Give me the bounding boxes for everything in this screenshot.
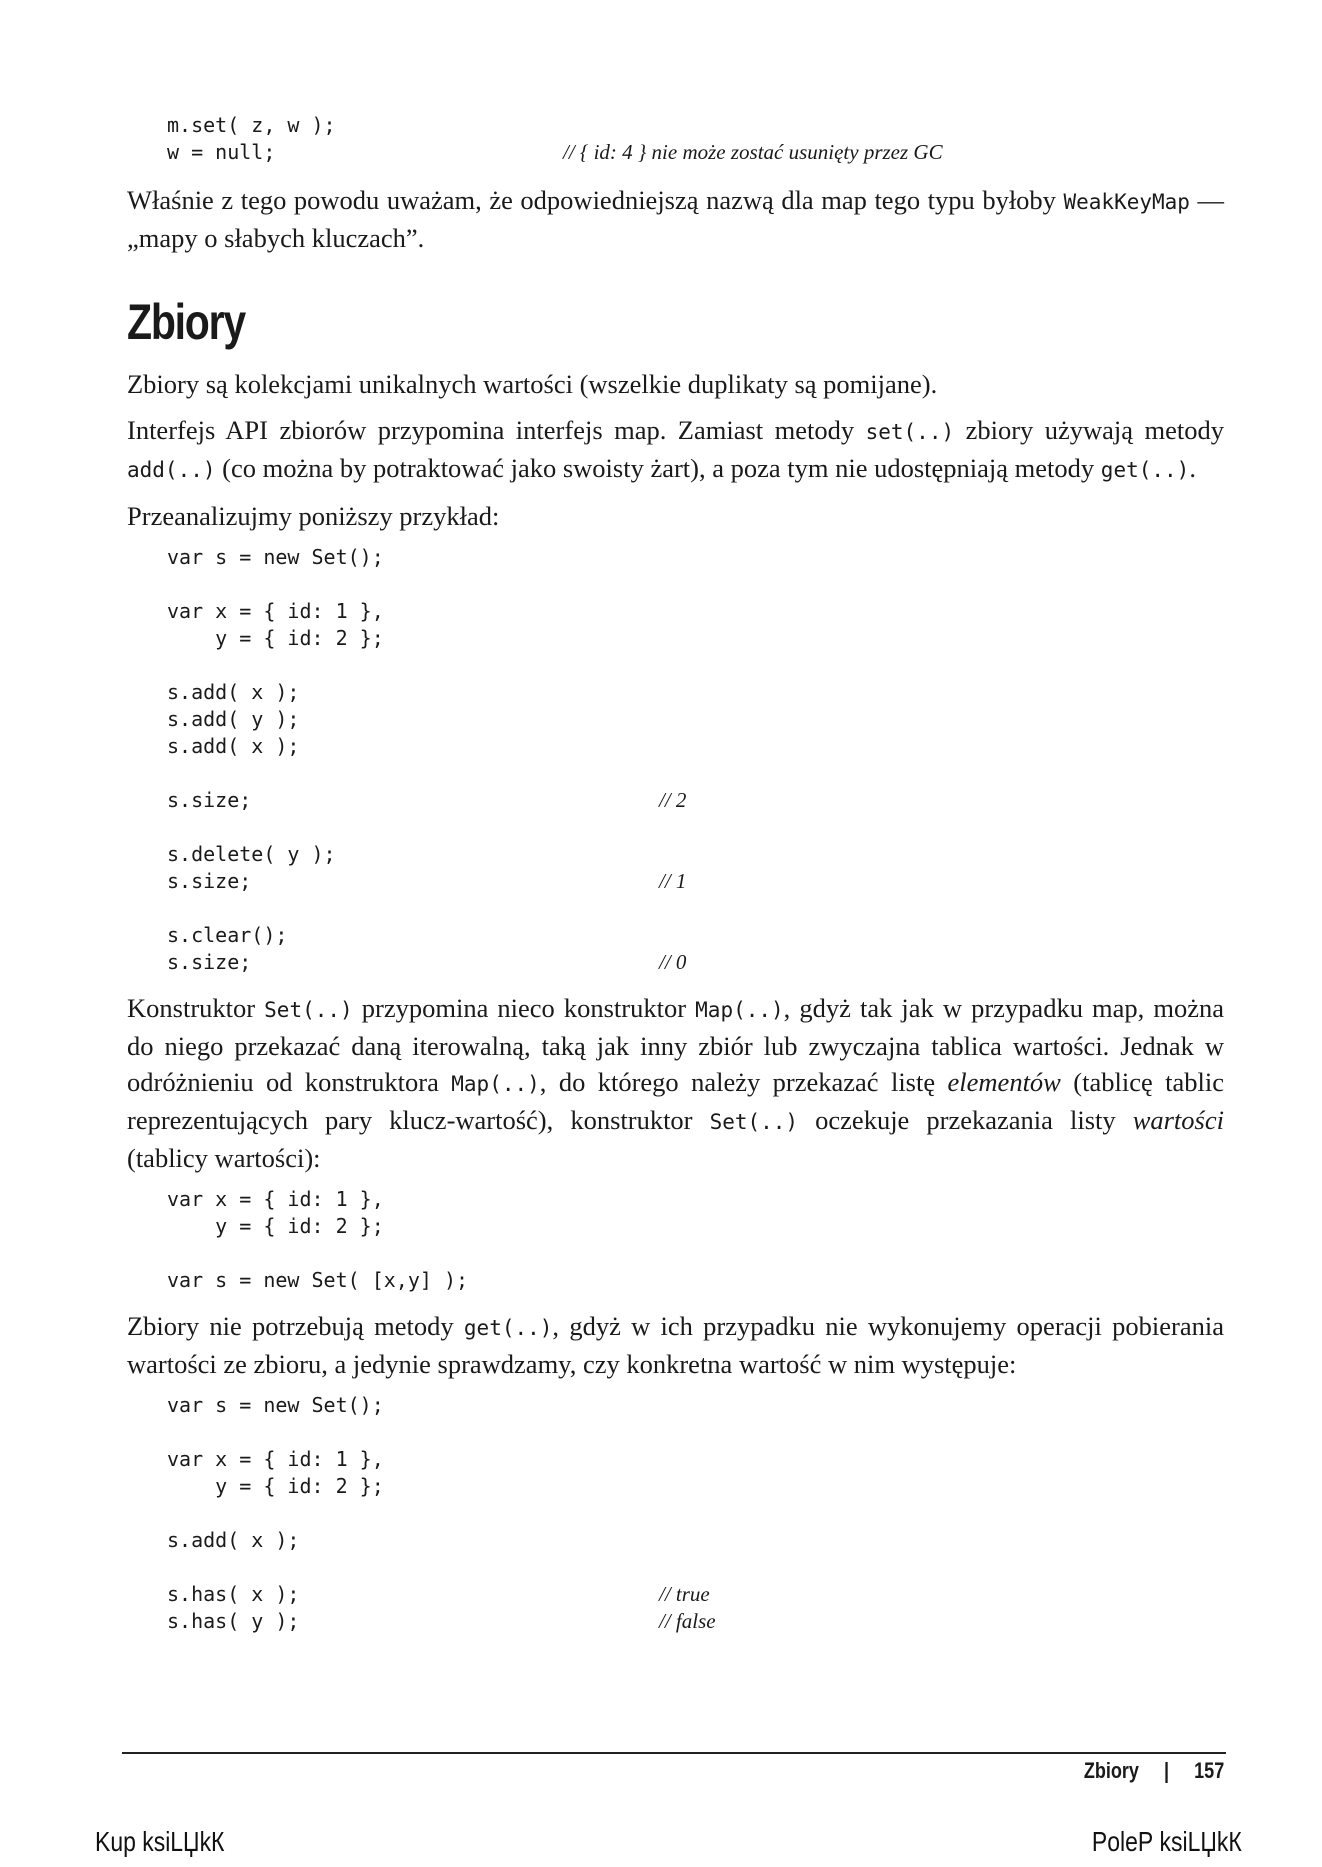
page-content xyxy=(127,112,1224,1635)
code-text: var x = { id: 1 }, xyxy=(167,599,384,623)
text-span: zbiory używają metody xyxy=(954,415,1224,445)
code-text: s.size; xyxy=(167,869,252,893)
page-footer xyxy=(1084,1758,1224,1784)
code-block-set-constructor xyxy=(127,1186,1224,1294)
text-span: (tablicę tablic reprezentujących pary klucz-wartość), konstruktor xyxy=(127,1067,1224,1135)
footer-separator: | xyxy=(1163,1758,1169,1783)
text-span: Właśnie z tego powodu uważam, że odpowiedniejszą nazwą dla map tego typu byłoby xyxy=(127,185,1064,215)
code-text: s.add( y ); xyxy=(167,707,300,731)
inline-code: get(..) xyxy=(1100,458,1190,482)
text-span: Interfejs API zbiorów przypomina interfejs map. Zamiast metody xyxy=(127,415,866,445)
code-comment: // { id: 4 } nie może zostać usunięty przez GC xyxy=(563,140,943,164)
code-line xyxy=(167,922,1224,949)
section-heading: Zbiory xyxy=(127,294,245,350)
code-line xyxy=(167,949,1224,976)
code-line xyxy=(167,1608,1224,1635)
recommend-book-link[interactable]: PoleР ksiLЏkК xyxy=(1092,1826,1242,1857)
code-text: s.add( x ); xyxy=(167,734,300,758)
code-text: s.size; xyxy=(167,788,252,812)
code-text: var x = { id: 1 }, xyxy=(167,1187,384,1211)
text-span: , gdyż tak jak w przypadku map, można do niego przekazać daną iterowalną, taką jak inny zbiór lub zwyczajna tablica wartości. Jednak w odróżnieniu od konstruktora xyxy=(127,993,1224,1097)
paragraph-weakkeymap xyxy=(127,182,1224,256)
text-span: — „mapy o słabych kluczach”. xyxy=(127,185,1225,253)
code-block-set-example xyxy=(127,544,1224,976)
code-block-set-has xyxy=(127,1392,1224,1635)
code-line xyxy=(167,868,1224,895)
code-comment: // true xyxy=(659,1582,710,1606)
paragraph-api xyxy=(127,412,1224,488)
inline-code: get(..) xyxy=(463,1316,553,1340)
text-span: Zbiory nie potrzebują metody xyxy=(127,1311,464,1341)
inline-code: Set(..) xyxy=(264,998,353,1022)
code-line xyxy=(167,1392,1224,1419)
code-line xyxy=(167,787,1224,814)
text-span: , do którego należy przekazać listę xyxy=(539,1067,948,1097)
footer-section-title: Zbiory xyxy=(1083,1758,1139,1783)
code-text: s.add( x ); xyxy=(167,1528,300,1552)
inline-code: Set(..) xyxy=(709,1110,799,1134)
code-line xyxy=(167,1419,1224,1446)
code-line xyxy=(167,814,1224,841)
code-comment: // 1 xyxy=(659,869,687,893)
code-line xyxy=(167,1446,1224,1473)
code-text: s.size; xyxy=(167,950,252,974)
code-text: s.has( x ); xyxy=(167,1582,300,1606)
code-line xyxy=(167,139,1224,166)
code-text: var s = new Set(); xyxy=(167,1393,384,1417)
paragraph-get xyxy=(127,1308,1224,1382)
paragraph-intro: Zbiory są kolekcjami unikalnych wartości (wszelkie duplikaty są pomijane). xyxy=(127,369,938,399)
code-line xyxy=(167,1473,1224,1500)
text-span: Konstruktor xyxy=(127,993,265,1023)
code-line xyxy=(167,1186,1224,1213)
code-line xyxy=(167,1500,1224,1527)
code-line xyxy=(167,841,1224,868)
code-line xyxy=(167,1554,1224,1581)
code-line xyxy=(167,706,1224,733)
code-text: m.set( z, w ); xyxy=(167,113,336,137)
code-text: y = { id: 2 }; xyxy=(167,626,384,650)
code-text: s.delete( y ); xyxy=(167,842,336,866)
code-line xyxy=(167,598,1224,625)
text-span: . xyxy=(1189,453,1196,483)
code-comment: // 2 xyxy=(659,788,687,812)
text-span: , gdyż w ich przypadku nie wykonujemy operacji pobierania wartości ze zbioru, a jedynie sprawdzamy, czy konkretna wartość w nim występuje: xyxy=(127,1311,1224,1379)
code-text: s.clear(); xyxy=(167,923,288,947)
paragraph-analyze: Przeanalizujmy poniższy przykład: xyxy=(127,501,500,531)
paragraph-constructor xyxy=(127,990,1224,1176)
code-comment: // false xyxy=(659,1609,716,1633)
code-text: var s = new Set(); xyxy=(167,545,384,569)
code-text: s.add( x ); xyxy=(167,680,300,704)
code-text: y = { id: 2 }; xyxy=(167,1474,384,1498)
code-block-weakmap xyxy=(127,112,1224,166)
code-line xyxy=(167,112,1224,139)
text-span: (tablicy wartości): xyxy=(127,1143,321,1173)
italic-term: elementów xyxy=(947,1067,1061,1097)
text-span: (co można by potraktować jako swoisty żart), a poza tym nie udostępniają metody xyxy=(215,453,1101,483)
buy-book-link[interactable]: Kup ksiLЏkК xyxy=(95,1826,225,1857)
inline-code: WeakKeyMap xyxy=(1063,190,1190,214)
code-line xyxy=(167,625,1224,652)
code-text: var s = new Set( [x,y] ); xyxy=(167,1268,469,1292)
code-line xyxy=(167,652,1224,679)
italic-term: wartości xyxy=(1132,1105,1224,1135)
code-line xyxy=(167,760,1224,787)
code-line xyxy=(167,544,1224,571)
footer-rule xyxy=(122,1752,1226,1754)
code-line xyxy=(167,679,1224,706)
code-text: var x = { id: 1 }, xyxy=(167,1447,384,1471)
inline-code: Map(..) xyxy=(451,1072,540,1096)
code-line xyxy=(167,733,1224,760)
code-line xyxy=(167,1527,1224,1554)
code-line xyxy=(167,1240,1224,1267)
code-line xyxy=(167,895,1224,922)
code-line xyxy=(167,571,1224,598)
code-text: s.has( y ); xyxy=(167,1609,300,1633)
inline-code: add(..) xyxy=(127,458,216,482)
inline-code: set(..) xyxy=(865,420,955,444)
text-span: przypomina nieco konstruktor xyxy=(352,993,696,1023)
text-span: oczekuje przekazania listy xyxy=(798,1105,1133,1135)
code-line xyxy=(167,1267,1224,1294)
page-number: 157 xyxy=(1193,1758,1224,1783)
code-text: y = { id: 2 }; xyxy=(167,1214,384,1238)
code-text: w = null; xyxy=(167,140,276,164)
inline-code: Map(..) xyxy=(695,998,784,1022)
code-line xyxy=(167,1213,1224,1240)
code-comment: // 0 xyxy=(659,950,687,974)
code-line xyxy=(167,1581,1224,1608)
